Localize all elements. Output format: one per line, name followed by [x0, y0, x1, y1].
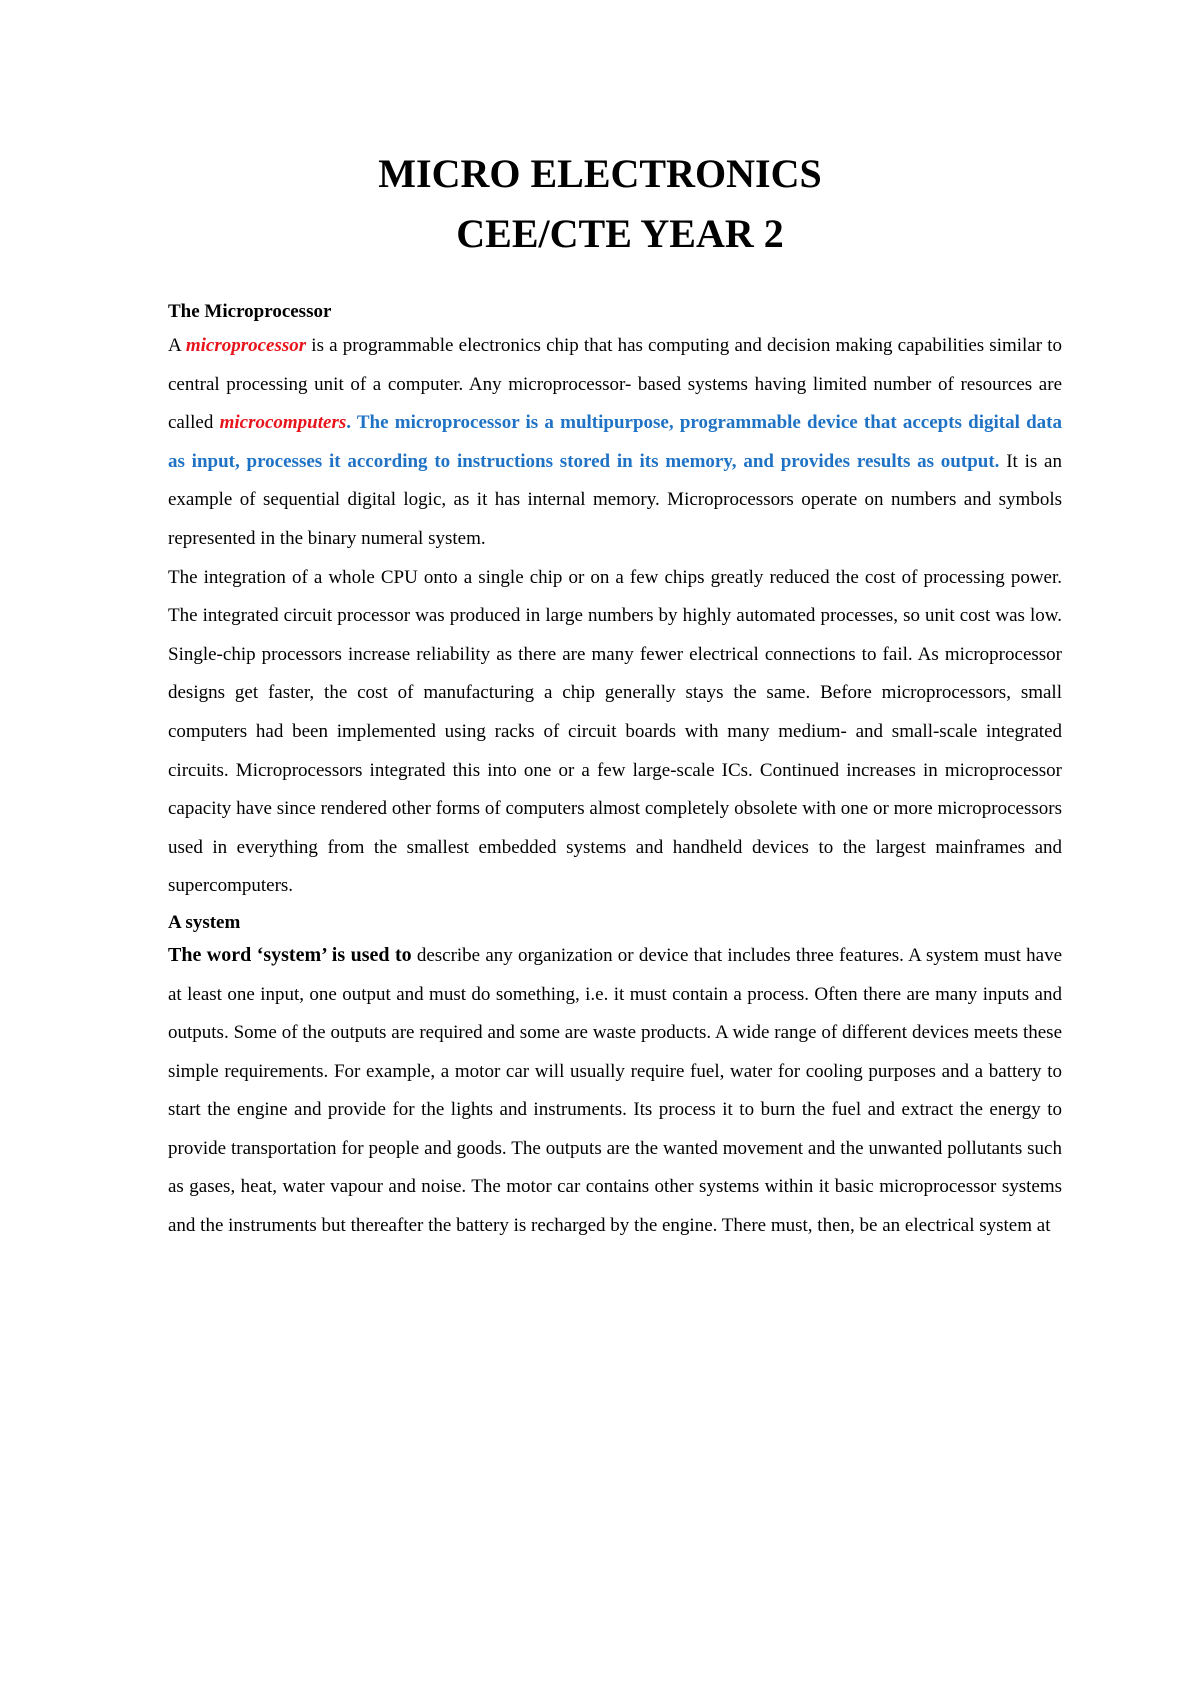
term-microprocessor: microprocessor: [185, 335, 307, 356]
text-run: is a programmable electronics chip that has computing and decision making capabilities similar to central processing unit of a computer. Any microprocessor- based systems having limited number of resources are called: [168, 335, 1062, 434]
lead-phrase: The word ‘system’ is used to: [168, 943, 412, 966]
document-title: MICRO ELECTRONICS: [378, 151, 822, 196]
text-run: A: [168, 335, 186, 356]
document-body: [168, 299, 1062, 1246]
section-heading-system: A system: [168, 911, 241, 933]
paragraph-integration: The integration of a whole CPU onto a single chip or on a few chips greatly reduced the cost of processing power. The integrated circuit processor was produced in large numbers by highly automated processes, so unit cost was low. Single-chip processors increase reliability as there are many fewer electrical connections to fail. As microprocessor designs get faster, the cost of manufacturing a chip generally stays the same. Before microprocessors, small computers had been implemented using racks of circuit boards with many medium- and small-scale integrated circuits. Microprocessors integrated this into one or a few large-scale ICs. Continued increases in microprocessor capacity have since rendered other forms of computers almost completely obsolete with one or more microprocessors used in everything from the smallest embedded systems and handheld devices to the largest mainframes and supercomputers.: [168, 566, 1062, 897]
paragraph-system: [168, 936, 1062, 1246]
term-microcomputers: microcomputers: [219, 412, 347, 434]
text-run: describe any organization or device that includes three features. A system must have at least one input, one output and must do something, i.e. it must contain a process. Often there are many inputs and outputs. Some of the outputs are required and some are waste products. A wide range of different devices meets these simple requirements. For example, a motor car will usually require fuel, water for cooling purposes and a battery to start the engine and provide for the lights and instruments. Its process it to burn the fuel and extract the energy to provide transportation for people and goods. The outputs are the wanted movement and the unwanted pollutants such as gases, heat, water vapour and noise. The motor car contains other systems within it basic microprocessor systems and the instruments but thereafter the battery is recharged by the engine. There must, then, be an electrical system at: [168, 944, 1062, 1237]
section-heading-microprocessor: The Microprocessor: [168, 301, 332, 322]
document-subtitle: CEE/CTE YEAR 2: [456, 211, 784, 256]
definition-highlight: The microprocessor is a multipurpose, programmable device that accepts digital data as input, processes it according to instructions stored in its memory, and provides results as output.: [168, 412, 1063, 472]
paragraph-microprocessor-definition: [168, 327, 1062, 559]
text-run: .: [346, 412, 351, 434]
text-run: It is an example of sequential digital logic, as it has internal memory. Microprocessors operate on numbers and symbols represented in the binary numeral system.: [168, 450, 1062, 549]
